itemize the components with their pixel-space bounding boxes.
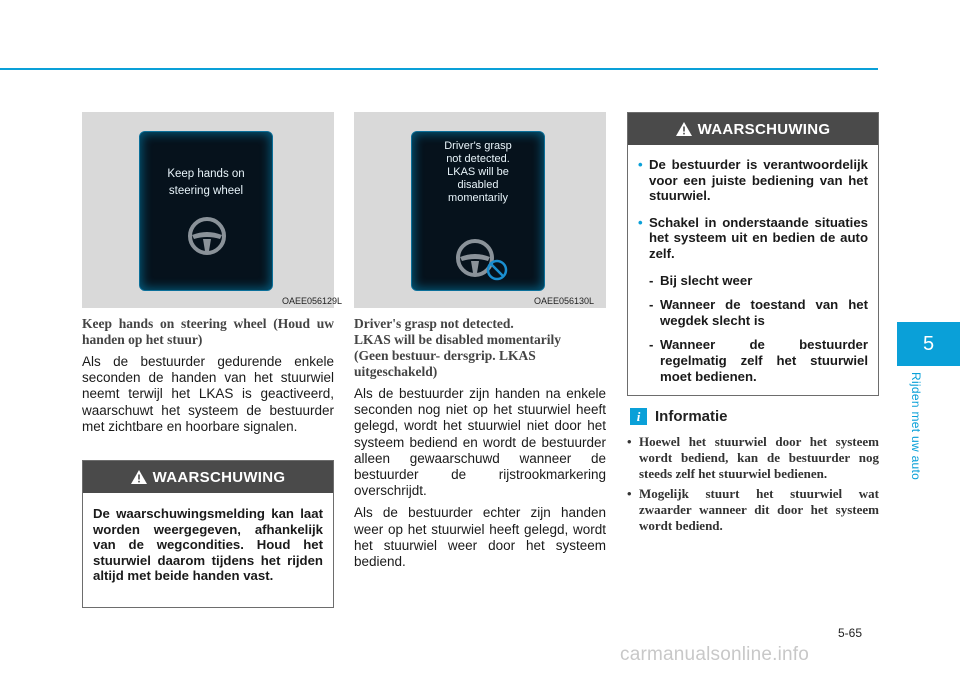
info-title: Informatie (655, 408, 728, 425)
section-body: Als de bestuurder echter zijn handen weer op het stuurwiel heeft gelegd, wordt het stuurwiel weer door het systeem bediend. (354, 505, 606, 570)
info-item (627, 486, 879, 535)
warning-triangle-icon (676, 122, 692, 136)
cluster-message-line: LKAS will be (447, 166, 509, 178)
cluster-message-line: momentarily (448, 192, 508, 204)
warning-box (627, 112, 879, 396)
section-keep-hands (82, 316, 334, 435)
warning-text: De waarschuwingsmelding kan laat worden weergegeven, afhankelijk van de wegcondities. Houd het stuurwiel daarom tijdens het rijden altijd met beide handen vast. (93, 506, 323, 584)
warning-box (82, 460, 334, 608)
cluster-message (412, 140, 544, 205)
cluster-message (140, 166, 272, 200)
warning-body (628, 145, 878, 384)
warning-dash-item (638, 297, 868, 328)
chapter-title: Rijden met uw auto (909, 372, 923, 481)
bullet-mark: • (638, 157, 643, 172)
figure-grasp-not-detected (354, 112, 606, 308)
warning-heading: WAARSCHUWING (152, 468, 286, 486)
warning-bullet-text: Schakel in onderstaande situaties het systeem uit en bedien de auto zelf. (649, 214, 868, 261)
chapter-number-tab: 5 (897, 322, 960, 366)
cluster-message-line: Keep hands on (167, 168, 245, 180)
chapter-title-vertical (906, 372, 926, 502)
section-body: Als de bestuurder zijn handen na enkele seconden nog niet op het stuurwiel heeft gelegd, wordt het stuurwiel niet door het systeem bediend en wordt de bestuurder alleen gewaarschuwd wanneer de bestuurder de rijstrookmarkering overschrijdt. (354, 386, 606, 499)
bullet-mark: • (638, 214, 643, 230)
warning-bullet (638, 215, 868, 262)
warning-header (628, 113, 878, 145)
section-title-line: Driver's grasp not detected. (354, 316, 514, 331)
top-rule (0, 68, 878, 70)
cluster-message-line: Driver's grasp (444, 140, 512, 152)
info-icon: i (630, 408, 647, 425)
info-list (627, 434, 879, 537)
warning-header (83, 461, 333, 493)
steering-wheel-prohibited-icon (455, 238, 511, 282)
section-grasp-not-detected (354, 316, 606, 570)
warning-bullet (638, 157, 868, 204)
warning-dash-item (638, 337, 868, 384)
page-number: 5-65 (838, 626, 863, 640)
figure-code: OAEE056129L (282, 296, 343, 306)
info-item (627, 434, 879, 483)
bullet-mark: • (627, 434, 632, 449)
dash-mark: - (649, 272, 654, 288)
watermark: carmanualsonline.info (620, 644, 810, 665)
info-heading (630, 408, 728, 425)
section-title (354, 316, 606, 380)
cluster-screen (411, 131, 545, 291)
bullet-mark: • (627, 485, 632, 501)
warning-triangle-icon (131, 470, 147, 484)
dash-mark: - (649, 337, 654, 353)
section-body: Als de bestuurder gedurende enkele seconden de handen van het stuurwiel neemt terwijl het LKAS is geactiveerd, waarschuwt het systeem de bestuurder met zichtbare en hoorbare signalen. (82, 354, 334, 434)
warning-dash-item (638, 273, 868, 289)
info-item-text: Mogelijk stuurt het stuurwiel wat zwaarder wanneer dit door het systeem wordt bediend. (639, 485, 879, 534)
warning-heading: WAARSCHUWING (697, 120, 831, 138)
cluster-screen (139, 131, 273, 291)
warning-dash-text: Wanneer de toestand van het wegdek slecht is (660, 297, 868, 328)
warning-dash-text: Bij slecht weer (660, 272, 753, 288)
dash-mark: - (649, 297, 654, 313)
cluster-message-line: disabled (457, 179, 499, 191)
warning-dash-text: Wanneer de bestuurder regelmatig zelf het stuurwiel moet bedienen. (660, 337, 868, 384)
figure-code: OAEE056130L (534, 296, 595, 306)
section-title-line: (Geen bestuur- dersgrip. LKAS uitgeschakeld) (354, 348, 536, 379)
cluster-message-line: not detected. (446, 153, 510, 165)
info-item-text: Hoewel het stuurwiel door het systeem wordt bediend, kan de bestuurder nog steeds zelf het stuurwiel bedienen. (639, 434, 879, 482)
figure-keep-hands (82, 112, 334, 308)
warning-bullet-text: De bestuurder is verantwoordelijk voor een juiste bediening van het stuurwiel. (649, 157, 868, 204)
steering-wheel-icon (187, 216, 227, 256)
section-title: Keep hands on steering wheel (Houd uw handen op het stuur) (82, 316, 334, 347)
section-title-line: LKAS will be disabled momentarily (354, 332, 562, 347)
cluster-message-line: steering wheel (168, 185, 244, 197)
